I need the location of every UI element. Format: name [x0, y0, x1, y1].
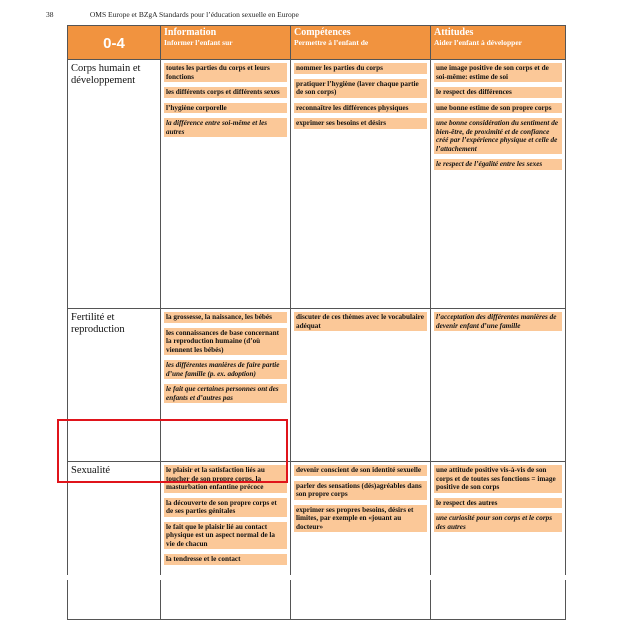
running-header [46, 10, 299, 19]
competence-item: exprimer ses besoins et désirs [294, 118, 427, 129]
page-number: 38 [46, 10, 54, 19]
competence-item: pratiquer l’hygiène (laver chaque partie de son corps) [294, 79, 427, 98]
table-header-row [68, 26, 566, 60]
running-title: OMS Europe et BZgA Standards pour l’éducation sexuelle en Europe [89, 10, 299, 19]
competences-cell [291, 60, 431, 309]
competence-item: discuter de ces thèmes avec le vocabulaire adéquat [294, 312, 427, 331]
information-item: l’hygiène corporelle [164, 103, 287, 114]
standards-table [67, 25, 566, 620]
attitude-item: le respect des autres [434, 498, 562, 509]
attitude-item: une bonne estime de son propre corps [434, 103, 562, 114]
column-title: Compétences [294, 27, 351, 38]
information-item: toutes les parties du corps et leurs fonctions [164, 63, 287, 82]
attitude-item: une image positive de son corps et de soi-même: estime de soi [434, 63, 562, 82]
column-subtitle: Permettre à l’enfant de [294, 38, 369, 47]
competences-cell [291, 309, 431, 462]
attitudes-cell [431, 60, 566, 309]
column-header-information [161, 26, 291, 60]
information-item: le fait que certaines personnes ont des enfants et d’autres pas [164, 384, 287, 403]
attitudes-cell [431, 309, 566, 462]
topic-cell: Fertilité et reproduction [68, 309, 161, 462]
column-title: Attitudes [434, 27, 474, 38]
information-item: la découverte de son propre corps et de ses parties génitales [164, 498, 287, 517]
information-item: la différence entre soi-même et les autres [164, 118, 287, 137]
attitudes-cell [431, 462, 566, 620]
column-header-attitudes [431, 26, 566, 60]
page-bottom-edge [0, 575, 640, 580]
competence-item: reconnaître les différences physiques [294, 103, 427, 114]
competence-item: parler des sensations (dés)agréables dans son propre corps [294, 481, 427, 500]
information-item: le plaisir et la satisfaction liés au toucher de son propre corps, la masturbation enfantine précoce [164, 465, 287, 493]
attitude-item: l’acceptation des différentes manières de devenir enfant d’une famille [434, 312, 562, 331]
table-row [68, 462, 566, 620]
information-item: la tendresse et le contact [164, 554, 287, 565]
column-title: Information [164, 27, 217, 38]
attitude-item: une attitude positive vis-à-vis de son corps et de toutes ses fonctions = image positive de son corps [434, 465, 562, 493]
information-item: les différentes manières de faire partie d’une famille (p. ex. adoption) [164, 360, 287, 379]
competence-item: exprimer ses propres besoins, désirs et limites, par exemple en «jouant au docteur» [294, 505, 427, 533]
age-group-header: 0-4 [68, 26, 161, 60]
attitude-item: le respect des différences [434, 87, 562, 98]
table-row [68, 60, 566, 309]
attitude-item: le respect de l’égalité entre les sexes [434, 159, 562, 170]
attitude-item: une bonne considération du sentiment de bien-être, de proximité et de confiance créé par l’expérience physique et celle de l’attachement [434, 118, 562, 154]
information-item: le fait que le plaisir lié au contact physique est un aspect normal de la vie de chacun [164, 522, 287, 550]
topic-cell: Sexualité [68, 462, 161, 620]
competences-cell [291, 462, 431, 620]
competence-item: devenir conscient de son identité sexuelle [294, 465, 427, 476]
column-header-competences [291, 26, 431, 60]
information-item: les différents corps et différents sexes [164, 87, 287, 98]
column-subtitle: Aider l’enfant à développer [434, 38, 522, 47]
topic-cell: Corps humain et développement [68, 60, 161, 309]
information-item: les connaissances de base concernant la reproduction humaine (d’où viennent les bébés) [164, 328, 287, 356]
information-cell [161, 60, 291, 309]
information-item: la grossesse, la naissance, les bébés [164, 312, 287, 323]
attitude-item: une curiosité pour son corps et le corps des autres [434, 513, 562, 532]
annotation-highlight-box [57, 419, 288, 483]
information-cell [161, 462, 291, 620]
column-subtitle: Informer l’enfant sur [164, 38, 233, 47]
competence-item: nommer les parties du corps [294, 63, 427, 74]
